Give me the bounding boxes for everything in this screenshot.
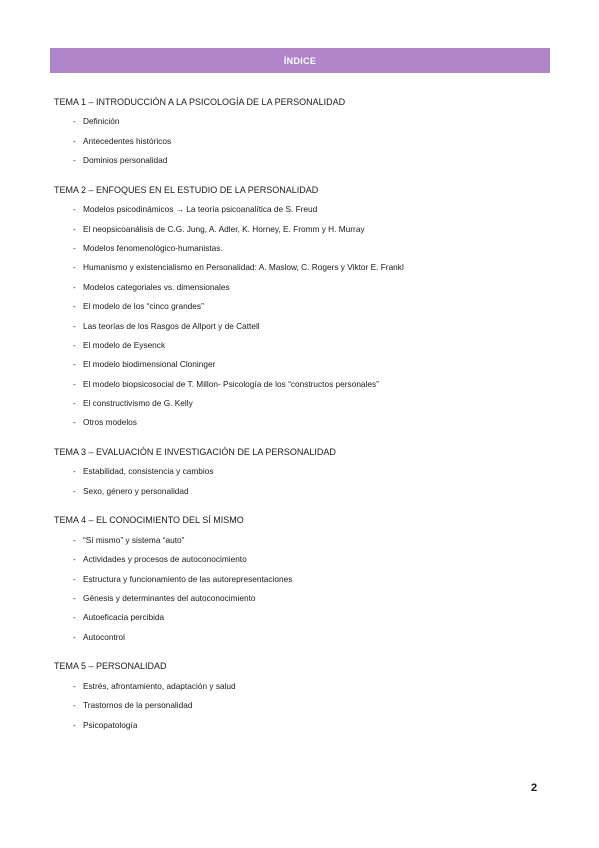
dash-bullet: - xyxy=(73,378,76,389)
list-item xyxy=(54,337,554,353)
list-item xyxy=(54,483,554,499)
item-label: Otros modelos xyxy=(83,417,137,428)
dash-bullet: - xyxy=(73,534,76,545)
list-item xyxy=(54,298,554,314)
list-item xyxy=(54,259,554,275)
item-label: Psicopatología xyxy=(83,719,138,730)
dash-bullet: - xyxy=(73,204,76,215)
list-item xyxy=(54,717,554,733)
item-label: Estructura y funcionamiento de las autorepresentaciones xyxy=(83,573,293,584)
tema-title: TEMA 1 – INTRODUCCIÓN A LA PSICOLOGÍA DE LA PERSONALIDAD xyxy=(54,97,346,107)
list-item xyxy=(54,629,554,645)
item-label: “Sí mismo” y sistema “auto” xyxy=(83,534,185,545)
list-item xyxy=(54,240,554,256)
dash-bullet: - xyxy=(73,398,76,409)
list-item xyxy=(54,609,554,625)
dash-bullet: - xyxy=(73,339,76,350)
list-item xyxy=(54,532,554,548)
item-label: Dominios personalidad xyxy=(83,155,168,166)
dash-bullet: - xyxy=(73,466,76,477)
list-item xyxy=(54,201,554,217)
tema-items-list xyxy=(54,532,554,645)
dash-bullet: - xyxy=(73,116,76,127)
dash-bullet: - xyxy=(73,592,76,603)
list-item xyxy=(54,279,554,295)
item-label: Modelos psicodinámicos → La teoría psicoanalítica de S. Freud xyxy=(83,204,318,215)
list-item xyxy=(54,697,554,713)
list-item xyxy=(54,221,554,237)
page-number: 2 xyxy=(531,782,538,794)
item-label: Génesis y determinantes del autoconocimiento xyxy=(83,592,256,603)
dash-bullet: - xyxy=(73,554,76,565)
list-item xyxy=(54,463,554,479)
item-label: Modelos fenomenológico-humanistas. xyxy=(83,242,223,253)
list-item xyxy=(54,356,554,372)
dash-bullet: - xyxy=(73,631,76,642)
item-label: Definición xyxy=(83,116,120,127)
tema-items-list xyxy=(54,113,554,168)
item-label: Sexo, género y personalidad xyxy=(83,485,189,496)
item-label: Las teorías de los Rasgos de Allport y de Cattell xyxy=(83,320,260,331)
tema-section-1 xyxy=(54,94,554,168)
tema-title: TEMA 5 – PERSONALIDAD xyxy=(54,661,167,672)
dash-bullet: - xyxy=(73,281,76,292)
item-label: Autocontrol xyxy=(83,631,125,642)
item-label: Actividades y procesos de autoconocimiento xyxy=(83,554,247,565)
list-item xyxy=(54,678,554,694)
list-item xyxy=(54,590,554,606)
list-item xyxy=(54,395,554,411)
item-label: El constructivismo de G. Kelly xyxy=(83,398,193,409)
dash-bullet: - xyxy=(73,485,76,496)
dash-bullet: - xyxy=(73,223,76,234)
dash-bullet: - xyxy=(73,262,76,273)
dash-bullet: - xyxy=(73,700,76,711)
list-item xyxy=(54,152,554,168)
list-item xyxy=(54,551,554,567)
item-label: Autoeficacia percibida xyxy=(83,612,165,623)
item-label: El neopsicoanálisis de C.G. Jung, A. Adler, K. Horney, E. Fromm y H. Murray xyxy=(83,223,365,234)
tema-title: TEMA 4 – EL CONOCIMIENTO DEL SÍ MISMO xyxy=(54,515,244,526)
tema-title: TEMA 3 – EVALUACIÓN E INVESTIGACIÓN DE LA PERSONALIDAD xyxy=(54,447,336,458)
tema-section-2 xyxy=(54,182,554,431)
tema-items-list xyxy=(54,678,554,733)
dash-bullet: - xyxy=(73,573,76,584)
item-label: El modelo biopsicosocial de T. Millon- Psicología de los “constructos personales” xyxy=(83,378,379,389)
list-item xyxy=(54,414,554,430)
dash-bullet: - xyxy=(73,612,76,623)
dash-bullet: - xyxy=(73,242,76,253)
item-label: Estabilidad, consistencia y cambios xyxy=(83,466,214,477)
tema-items-list xyxy=(54,201,554,430)
tema-section-4 xyxy=(54,512,554,644)
tema-section-5 xyxy=(54,658,554,732)
dash-bullet: - xyxy=(73,301,76,312)
dash-bullet: - xyxy=(73,135,76,146)
list-item xyxy=(54,376,554,392)
index-header-bar xyxy=(50,48,550,73)
list-item xyxy=(54,133,554,149)
tema-section-3 xyxy=(54,444,554,499)
item-label: El modelo biodimensional Cloninger xyxy=(83,359,216,370)
item-label: Humanismo y existencialismo en Personalidad: A. Maslow, C. Rogers y Viktor E. Frankl xyxy=(83,262,404,273)
item-label: El modelo de Eysenck xyxy=(83,339,166,350)
list-item xyxy=(54,571,554,587)
item-label: Antecedentes históricos xyxy=(83,135,172,146)
list-item xyxy=(54,113,554,129)
table-of-contents xyxy=(54,94,554,746)
index-title: ÍNDICE xyxy=(283,55,317,66)
dash-bullet: - xyxy=(73,155,76,166)
item-label: Trastornos de la personalidad xyxy=(83,700,193,711)
dash-bullet: - xyxy=(73,719,76,730)
item-label: El modelo de los “cinco grandes” xyxy=(83,301,204,312)
dash-bullet: - xyxy=(73,359,76,370)
dash-bullet: - xyxy=(73,320,76,331)
tema-title: TEMA 2 – ENFOQUES EN EL ESTUDIO DE LA PERSONALIDAD xyxy=(54,184,319,195)
item-label: Estrés, afrontamiento, adaptación y salud xyxy=(83,680,236,691)
dash-bullet: - xyxy=(73,417,76,428)
tema-items-list xyxy=(54,463,554,498)
item-label: Modelos categoriales vs. dimensionales xyxy=(83,281,230,292)
dash-bullet: - xyxy=(73,680,76,691)
list-item xyxy=(54,318,554,334)
